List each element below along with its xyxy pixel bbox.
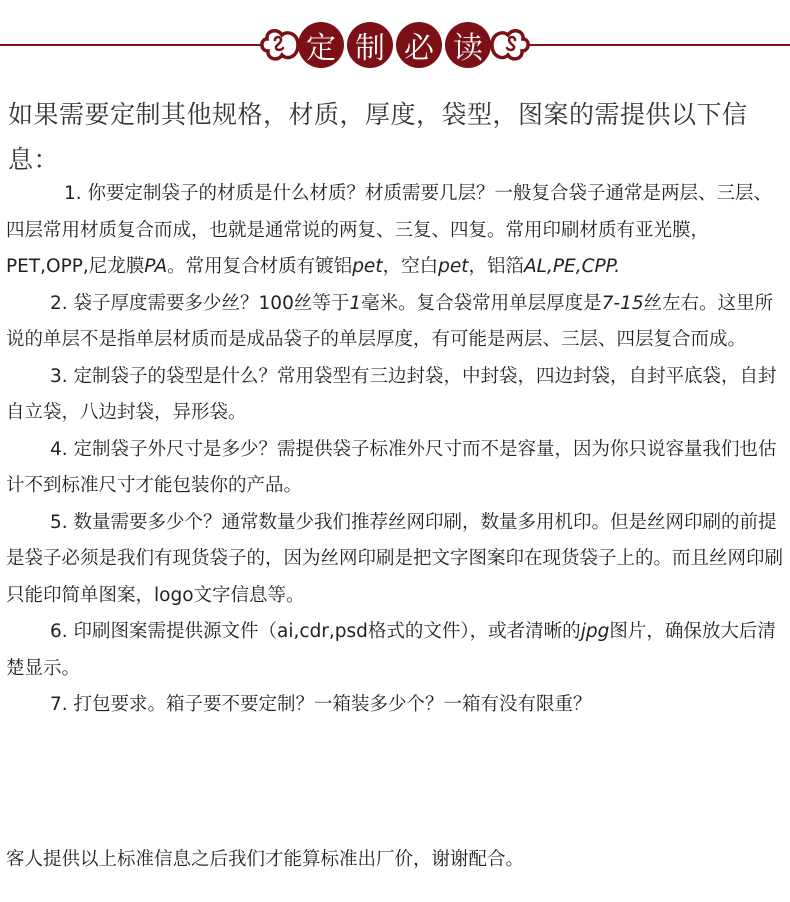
list-item <box>6 176 786 286</box>
list-item <box>6 614 786 687</box>
item-number: 3. <box>50 365 68 387</box>
cloud-scroll-icon <box>486 24 532 66</box>
item-number: 6. <box>50 621 68 642</box>
item-text: pet <box>438 256 469 277</box>
list-item <box>6 505 786 615</box>
page-title <box>298 20 491 72</box>
item-text: 你要定制袋子的材质是什么材质？材质需要几层？一般复合袋子通常是两层、三层、四层常用材质复合而成，也就是通常说的两复、三复、四复。常用印刷材质有亚光膜，PET,OPP,尼龙膜 <box>6 183 773 277</box>
item-text: pet <box>352 256 383 277</box>
item-text: ，铝箔 <box>468 256 524 277</box>
requirements-list <box>6 176 786 724</box>
title-char: 必 <box>396 22 442 68</box>
item-text: 袋子厚度需要多少丝？100丝等于 <box>67 292 350 314</box>
list-item <box>6 359 786 432</box>
intro-text: 如果需要定制其他规格，材质，厚度，袋型，图案的需提供以下信息： <box>8 100 748 174</box>
item-text: 定制袋子的袋型是什么？常用袋型有三边封袋，中封袋，四边封袋，自封平底袋，自封自立袋，八边封袋，异形袋。 <box>6 365 777 423</box>
list-item <box>6 687 786 724</box>
item-text: PA <box>144 256 168 277</box>
item-text: 印刷图案需提供源文件（ai,cdr,psd格式的文件），或者清晰的 <box>67 621 581 642</box>
item-text: 7-15 <box>601 292 644 314</box>
list-item <box>6 286 786 359</box>
item-number: 4. <box>50 438 68 460</box>
item-number: 2. <box>50 292 68 314</box>
item-number: 1. <box>64 183 82 204</box>
item-number: 7. <box>50 694 68 715</box>
item-text: 。常用复合材质有镀铝 <box>167 256 353 277</box>
item-text: 打包要求。箱子要不要定制？一箱装多少个？一箱有没有限重？ <box>67 694 592 715</box>
title-char: 读 <box>445 22 491 68</box>
item-text: ，空白 <box>382 256 439 277</box>
closing-text: 客人提供以上标准信息之后我们才能算标准出厂价，谢谢配合。 <box>6 849 525 870</box>
title-char: 制 <box>347 22 393 68</box>
list-item <box>6 432 786 505</box>
item-text: AL,PE,CPP. <box>524 256 621 277</box>
item-number: 5. <box>50 511 68 533</box>
item-text: 数量需要多少个？通常数量少我们推荐丝网印刷，数量多用机印。但是丝网印刷的前提是袋子必须是我们有现货袋子的，因为丝网印刷是把文字图案印在现货袋子上的。而且丝网印刷只能印简单图案，logo文字信息等。 <box>6 511 784 606</box>
title-char: 定 <box>298 22 344 68</box>
item-text: jpg <box>580 621 610 642</box>
item-text: 1 <box>349 292 362 314</box>
item-text: 丝左右。这里所说的单层不是指单层材质而是成品袋子的单层厚度，有可能是两层、三层、四层复合而成。 <box>6 292 774 350</box>
header-divider-right <box>527 44 790 46</box>
header-divider-left <box>0 44 262 46</box>
item-text: 定制袋子外尺寸是多少？需提供袋子标准外尺寸而不是容量，因为你只说容量我们也估计不到标准尺寸才能包装你的产品。 <box>6 438 777 496</box>
item-text: 图片，确保放大后清楚显示。 <box>6 621 776 679</box>
item-text: 毫米。复合袋常用单层厚度是 <box>361 292 602 314</box>
section-header <box>0 0 790 90</box>
